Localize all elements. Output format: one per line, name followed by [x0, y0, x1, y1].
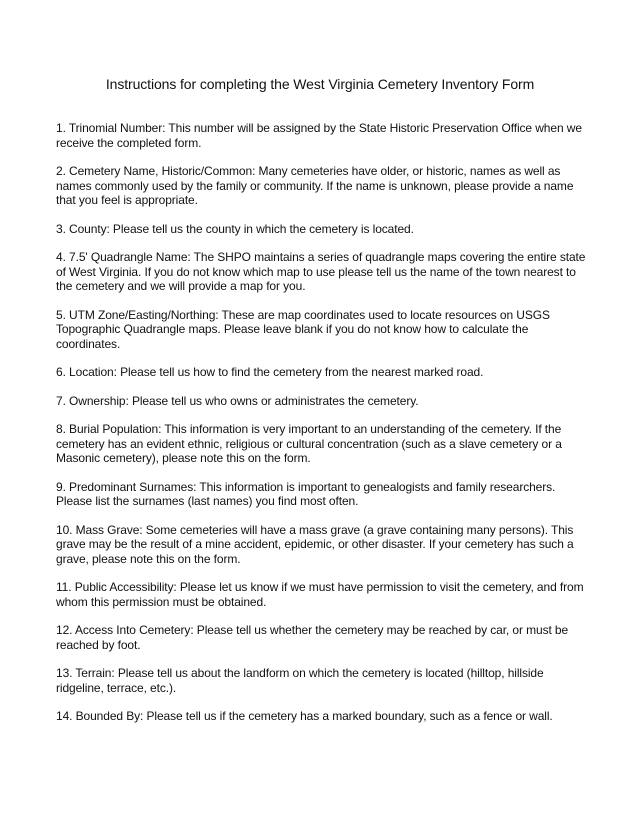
instruction-item-13: 13. Terrain: Please tell us about the landform on which the cemetery is located (hilltop, hillside ridgeline, terrace, etc.). — [56, 666, 544, 695]
instruction-item-7: 7. Ownership: Please tell us who owns or administrates the cemetery. — [56, 393, 419, 408]
instruction-item-12: 12. Access Into Cemetery: Please tell us whether the cemetery may be reached by car, or must be reached by foot. — [56, 623, 569, 652]
instruction-item-14: 14. Bounded By: Please tell us if the cemetery has a marked boundary, such as a fence or wall. — [56, 709, 553, 723]
instruction-item-11: 11. Public Accessibility: Please let us know if we must have permission to visit the cemetery, and from whom this permission must be obtained. — [56, 580, 584, 609]
instruction-item-5: 5. UTM Zone/Easting/Northing: These are map coordinates used to locate resources on USGS Topographic Quadrangle maps. Please leave blank if you do not know how to calculate the coordinates. — [56, 307, 550, 351]
instruction-item-8: 8. Burial Population: This information is very important to an understanding of the cemetery. If the cemetery has an evident ethnic, religious or cultural concentration (such as a slave cemetery or a Masonic cemetery), please note this on the form. — [56, 422, 562, 465]
instruction-item-6: 6. Location: Please tell us how to find the cemetery from the nearest marked road. — [56, 365, 484, 379]
page-title: Instructions for completing the West Virginia Cemetery Inventory Form — [105, 76, 535, 92]
instruction-item-2: 2. Cemetery Name, Historic/Common: Many cemeteries have older, or historic, names as well as names commonly used by the family or community. If the name is unknown, please provide a name that you feel is appropriate. — [56, 164, 574, 207]
instruction-item-3: 3. County: Please tell us the county in which the cemetery is located. — [56, 221, 414, 236]
instruction-item-1: 1. Trinomial Number: This number will be assigned by the State Historic Preservation Office when we receive the completed form. — [56, 121, 582, 150]
instruction-item-4: 4. 7.5' Quadrangle Name: The SHPO maintains a series of quadrangle maps covering the entire state of West Virginia. If you do not know which map to use please tell us the name of the town nearest to the cemetery and we will provide a map for you. — [56, 250, 586, 293]
instruction-item-9: 9. Predominant Surnames: This information is important to genealogists and family researchers. Please list the surnames (last names) you find most often. — [56, 479, 556, 508]
instruction-list — [56, 121, 588, 738]
instruction-item-10: 10. Mass Grave: Some cemeteries will have a mass grave (a grave containing many persons). This grave may be the result of a mine accident, epidemic, or other disaster. If your cemetery has such a grave, please note this on the form. — [56, 522, 574, 566]
